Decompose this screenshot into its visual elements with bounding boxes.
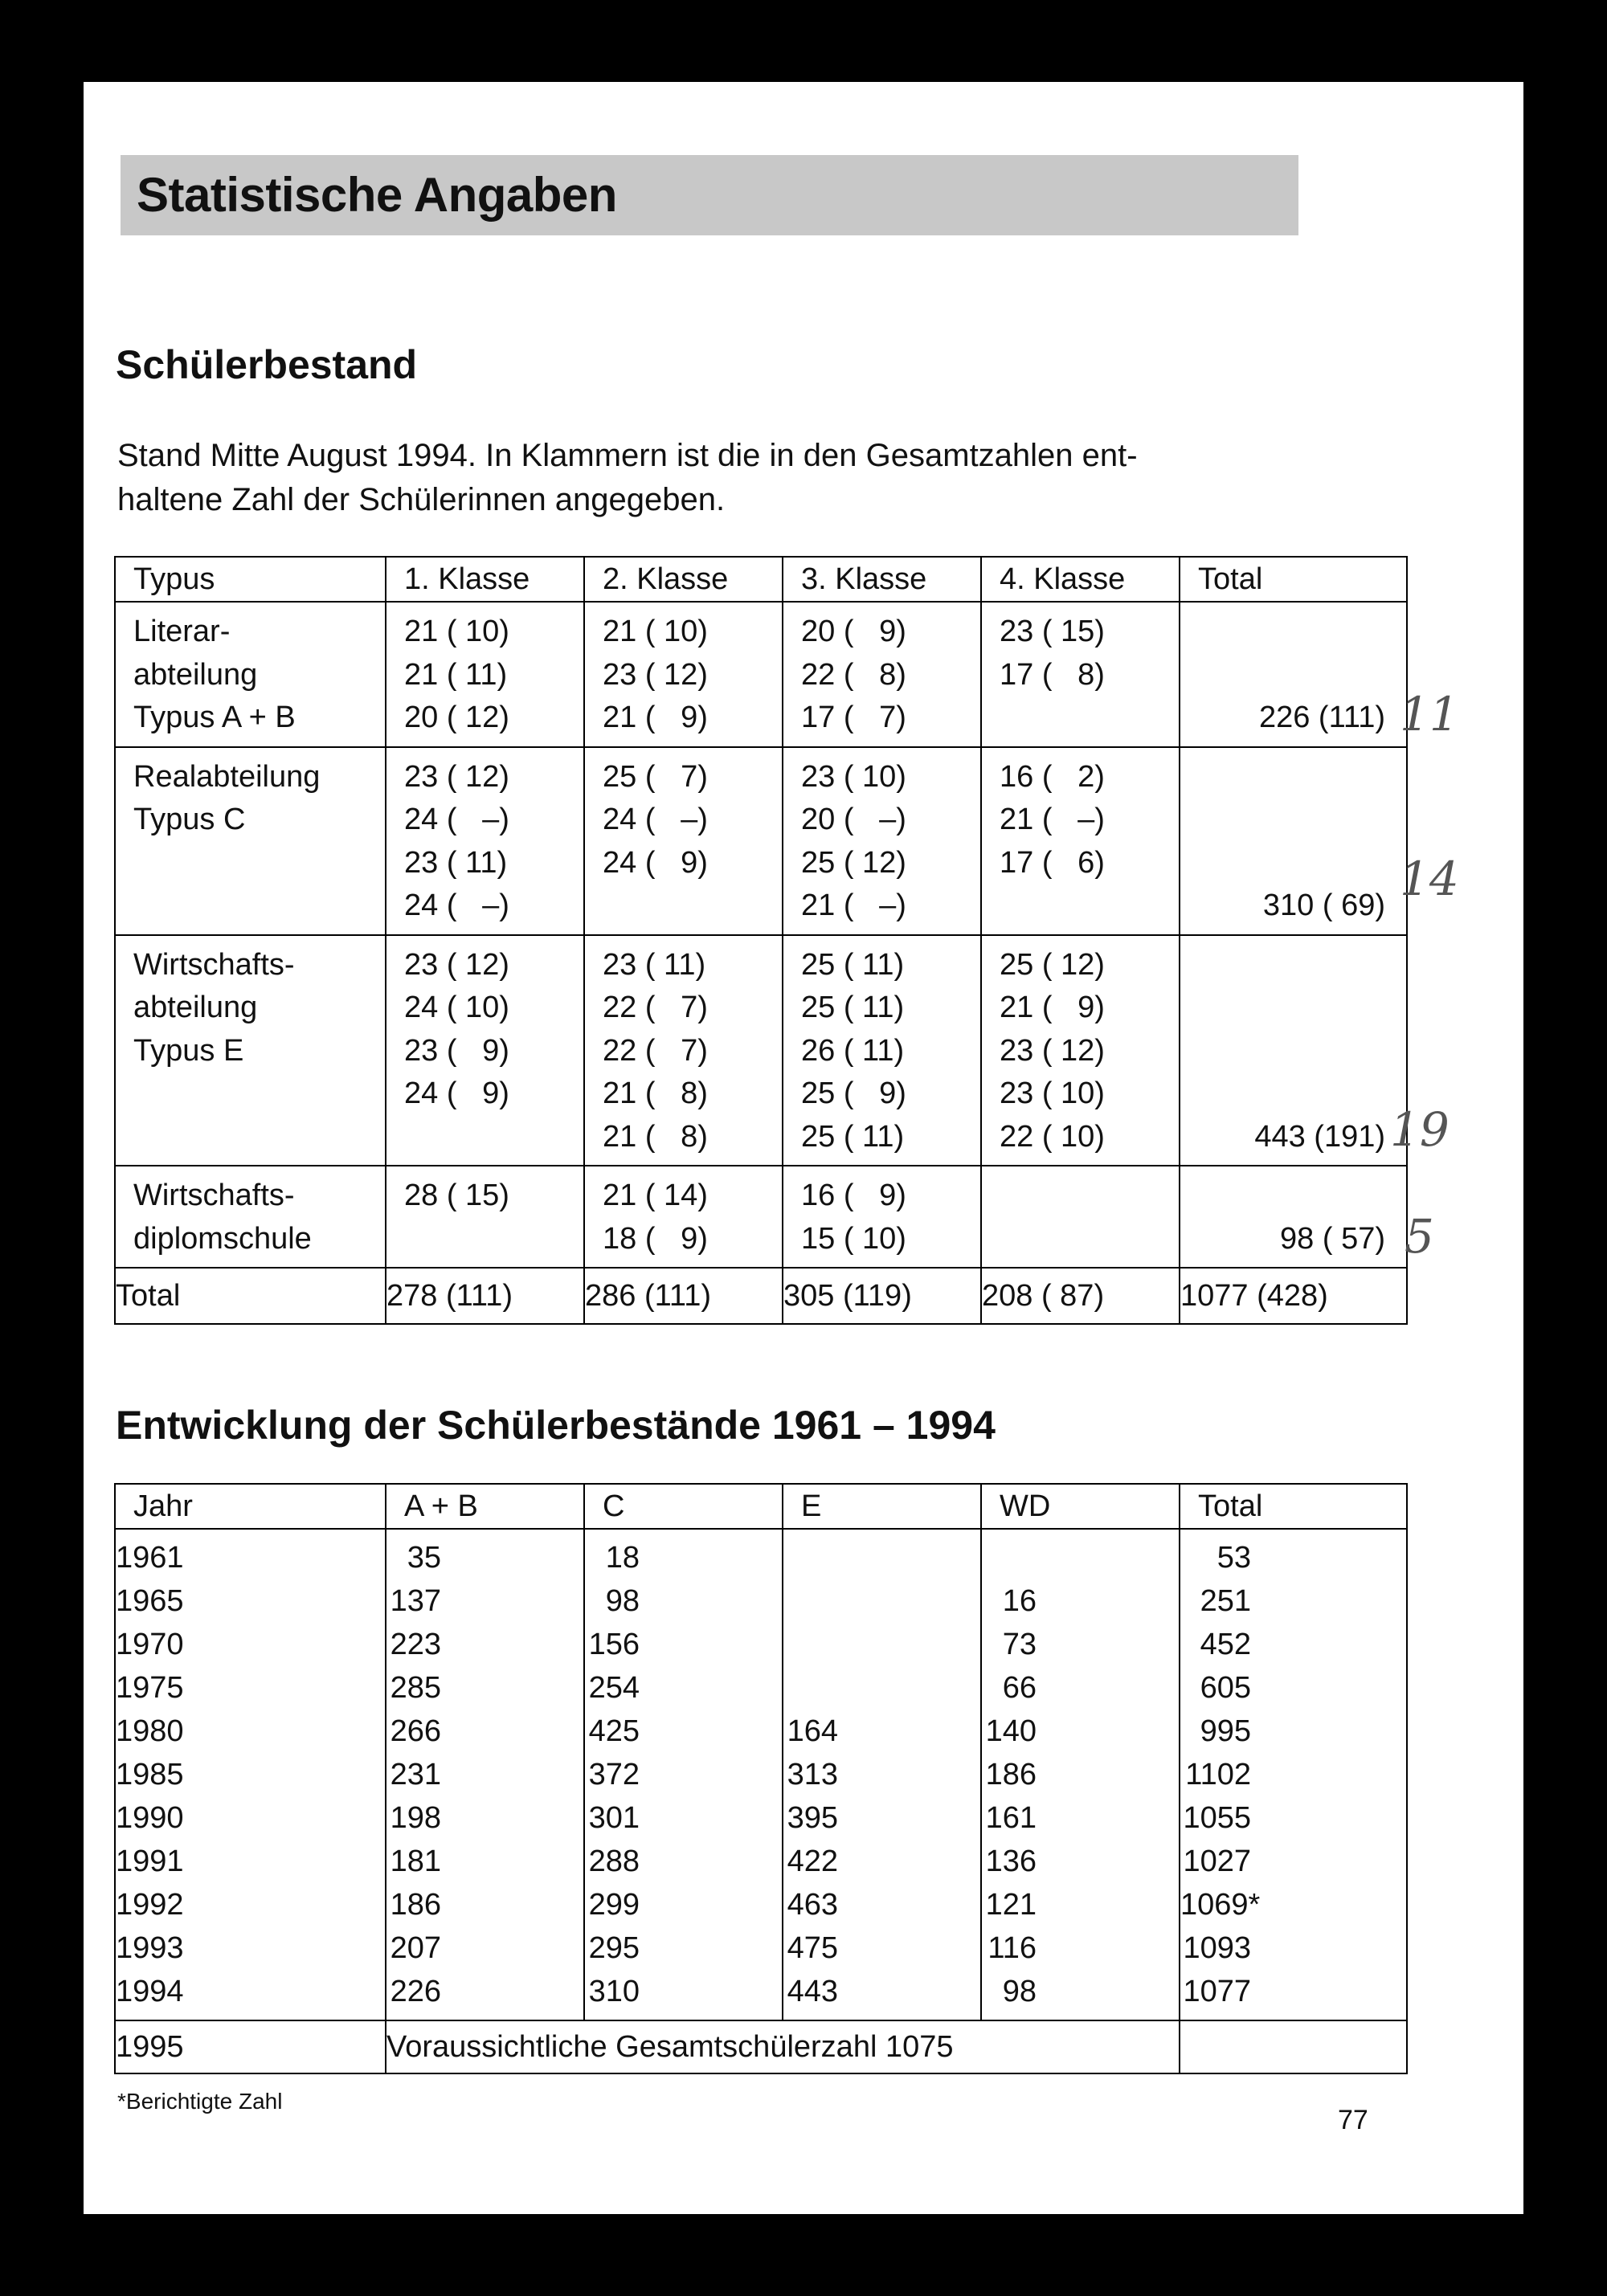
value-line: 21 ( –) — [1000, 803, 1105, 836]
spacer — [1198, 654, 1390, 697]
typus-line: abteilung — [133, 991, 258, 1024]
handwritten-note: 14 — [1400, 852, 1459, 906]
c-value: 301 — [588, 1801, 640, 1835]
wd-value: 121 — [985, 1888, 1037, 1922]
header-cell: E — [783, 1484, 981, 1529]
value-line: 25 ( 12) — [1000, 947, 1105, 982]
total-label: Total — [115, 1268, 386, 1324]
klasse-cell — [981, 602, 1180, 747]
total-cell: 1077 (428) — [1180, 1268, 1407, 1324]
wd-value: 136 — [985, 1845, 1037, 1878]
ab-value: 226 — [390, 1975, 441, 2008]
e-value: 422 — [787, 1845, 838, 1878]
klasse-cell — [584, 747, 783, 935]
typus-line: diplomschule — [133, 1221, 312, 1256]
wd-value: 116 — [988, 1931, 1037, 1965]
e-value — [783, 1666, 838, 1710]
value-line: 16 ( 9) — [801, 1179, 906, 1212]
spacer — [1198, 756, 1390, 799]
wd-value: 186 — [985, 1758, 1037, 1791]
c-column — [584, 1529, 783, 2020]
value-line: 23 ( 10) — [1000, 1077, 1105, 1110]
forecast-row — [115, 2020, 1407, 2073]
typus-cell — [115, 935, 386, 1166]
header-cell: Total — [1180, 1484, 1407, 1529]
total-value: 1027 — [1183, 1845, 1251, 1878]
page-title: Statistische Angaben — [137, 168, 617, 222]
klasse-cell — [584, 935, 783, 1166]
group-total-cell — [1180, 935, 1407, 1166]
ab-value: 223 — [390, 1628, 441, 1661]
total-cell: 278 (111) — [386, 1268, 584, 1324]
total-value: 995 — [1200, 1714, 1251, 1748]
section-heading-entwicklung: Entwicklung der Schülerbestände 1961 – 1994 — [116, 1403, 996, 1448]
wd-value: 98 — [1002, 1975, 1037, 2008]
group-row — [115, 935, 1407, 1166]
spacer — [1198, 842, 1390, 885]
value-line: 21 ( 8) — [603, 1119, 708, 1154]
jahr-value: 1994 — [116, 1975, 184, 2008]
value-line: 24 ( 10) — [404, 991, 509, 1024]
value-line: 25 ( 11) — [801, 991, 905, 1024]
table-header-row — [115, 1484, 1407, 1529]
header-cell: C — [584, 1484, 783, 1529]
total-value: 1093 — [1183, 1931, 1251, 1965]
wd-value: 161 — [985, 1801, 1037, 1835]
e-column — [783, 1529, 981, 2020]
spacer — [1198, 611, 1390, 654]
jahr-value: 1985 — [116, 1758, 184, 1791]
value-line: 25 ( 11) — [801, 1119, 905, 1154]
ab-value: 266 — [390, 1714, 441, 1748]
value-line: 17 ( 8) — [1000, 657, 1105, 692]
total-cell: 286 (111) — [584, 1268, 783, 1324]
value-line: 25 ( 7) — [603, 759, 708, 794]
header-cell: 4. Klasse — [981, 557, 1180, 602]
e-value: 395 — [787, 1801, 838, 1835]
spacer — [1198, 1030, 1390, 1073]
wd-column — [981, 1529, 1180, 2020]
value-line: 20 ( 12) — [404, 701, 509, 734]
c-value: 295 — [588, 1931, 640, 1965]
value-line: 23 ( 10) — [801, 759, 906, 794]
klasse-cell — [386, 935, 584, 1166]
jahr-value: 1961 — [116, 1541, 184, 1575]
wd-value: 66 — [1002, 1671, 1037, 1705]
group-total: 443 (191) — [1254, 1119, 1385, 1154]
group-row — [115, 602, 1407, 747]
intro-paragraph — [117, 434, 1323, 522]
header-cell: Jahr — [115, 1484, 386, 1529]
e-value — [783, 1536, 838, 1579]
jahr-value: 1980 — [116, 1714, 184, 1748]
typus-line: Typus A + B — [133, 701, 296, 734]
handwritten-note: 5 — [1405, 1209, 1434, 1264]
value-line: 21 ( –) — [801, 889, 906, 922]
jahr-value: 1990 — [116, 1801, 184, 1835]
jahr-value: 1992 — [116, 1888, 184, 1922]
typus-line: Literar- — [133, 615, 231, 648]
klasse-cell — [981, 1166, 1180, 1268]
value-line: 20 ( 9) — [801, 615, 906, 648]
typus-cell — [115, 747, 386, 935]
value-line: 17 ( 6) — [1000, 845, 1105, 880]
e-value: 443 — [787, 1975, 838, 2008]
e-value: 463 — [787, 1888, 838, 1922]
group-total-cell — [1180, 602, 1407, 747]
value-line: 23 ( 12) — [404, 947, 509, 982]
value-line: 24 ( –) — [603, 803, 708, 836]
e-value — [783, 1579, 838, 1623]
klasse-cell — [386, 1166, 584, 1268]
schuelerbestand-table — [114, 556, 1408, 1325]
value-line: 23 ( 12) — [404, 759, 509, 794]
value-line: 24 ( –) — [404, 803, 509, 836]
wd-value: 140 — [985, 1714, 1037, 1748]
c-value: 156 — [588, 1628, 640, 1661]
ab-value: 137 — [390, 1584, 441, 1618]
header-cell: WD — [981, 1484, 1180, 1529]
ab-value: 35 — [407, 1541, 441, 1575]
header-cell: Total — [1180, 557, 1407, 602]
ab-value: 231 — [390, 1758, 441, 1791]
klasse-cell — [981, 747, 1180, 935]
klasse-cell — [386, 602, 584, 747]
klasse-cell — [584, 1166, 783, 1268]
value-line: 23 ( 15) — [1000, 615, 1105, 648]
value-line: 25 ( 12) — [801, 845, 906, 880]
c-value: 98 — [605, 1584, 640, 1618]
total-value: 605 — [1200, 1671, 1251, 1705]
jahr-column — [115, 1529, 386, 2020]
total-value: 452 — [1200, 1628, 1251, 1661]
group-total-cell — [1180, 747, 1407, 935]
value-line: 23 ( 12) — [603, 657, 708, 692]
e-value: 313 — [787, 1758, 838, 1791]
c-value: 288 — [588, 1845, 640, 1878]
spacer — [1198, 799, 1390, 842]
group-row — [115, 1166, 1407, 1268]
group-total-cell — [1180, 1166, 1407, 1268]
total-cell: 208 ( 87) — [981, 1268, 1180, 1324]
entwicklung-table — [114, 1483, 1408, 2074]
value-line: 24 ( –) — [404, 889, 509, 922]
spacer — [1198, 987, 1390, 1030]
value-line: 22 ( 10) — [1000, 1119, 1105, 1154]
e-value: 164 — [787, 1714, 838, 1748]
total-value: 53 — [1216, 1541, 1251, 1575]
klasse-cell — [981, 935, 1180, 1166]
typus-line: Typus E — [133, 1033, 244, 1068]
wd-value — [982, 1536, 1037, 1579]
typus-line: Realabteilung — [133, 759, 321, 794]
value-line: 28 ( 15) — [404, 1179, 509, 1212]
header-cell: 1. Klasse — [386, 557, 584, 602]
section-heading-schuelerbestand: Schülerbestand — [116, 342, 418, 387]
spacer — [1198, 944, 1390, 987]
value-line: 23 ( 9) — [404, 1033, 509, 1068]
value-line: 25 ( 11) — [801, 947, 905, 982]
e-value: 475 — [787, 1931, 838, 1965]
klasse-cell — [386, 747, 584, 935]
value-line: 21 ( 9) — [1000, 991, 1105, 1024]
c-value: 18 — [605, 1541, 640, 1575]
klasse-cell — [783, 1166, 981, 1268]
value-line: 22 ( 8) — [801, 657, 906, 692]
wd-value: 73 — [1002, 1628, 1037, 1661]
wd-value: 16 — [1002, 1584, 1037, 1618]
value-line: 24 ( 9) — [603, 845, 708, 880]
data-block — [115, 1529, 1407, 2020]
ab-column — [386, 1529, 584, 2020]
value-line: 21 ( 14) — [603, 1179, 708, 1212]
c-value: 254 — [588, 1671, 640, 1705]
e-value — [783, 1623, 838, 1666]
ab-value: 198 — [390, 1801, 441, 1835]
value-line: 21 ( 9) — [603, 701, 708, 734]
typus-cell — [115, 602, 386, 747]
total-column — [1180, 1529, 1407, 2020]
value-line: 23 ( 11) — [603, 947, 706, 982]
typus-line: Typus C — [133, 803, 246, 836]
header-cell: A + B — [386, 1484, 584, 1529]
ab-value: 207 — [390, 1931, 441, 1965]
klasse-cell — [584, 602, 783, 747]
value-line: 24 ( 9) — [404, 1077, 509, 1110]
value-line: 17 ( 7) — [801, 701, 906, 734]
value-line: 21 ( 8) — [603, 1077, 708, 1110]
jahr-value: 1965 — [116, 1584, 184, 1618]
value-line: 25 ( 9) — [801, 1077, 906, 1110]
forecast-year: 1995 — [115, 2020, 386, 2073]
group-row — [115, 747, 1407, 935]
c-value: 425 — [588, 1714, 640, 1748]
jahr-value: 1970 — [116, 1628, 184, 1661]
header-cell: Typus — [115, 557, 386, 602]
page-number: 77 — [1338, 2105, 1368, 2135]
spacer — [1198, 1072, 1390, 1116]
value-line: 23 ( 12) — [1000, 1033, 1105, 1068]
title-banner — [121, 155, 1298, 235]
jahr-value: 1993 — [116, 1931, 184, 1965]
handwritten-note: 19 — [1390, 1102, 1450, 1157]
typus-line: abteilung — [133, 657, 258, 692]
total-value: 1077 — [1183, 1975, 1251, 2008]
jahr-value: 1975 — [116, 1671, 184, 1705]
c-value: 299 — [588, 1888, 640, 1922]
total-value: 1102 — [1185, 1758, 1251, 1791]
footnote: *Berichtigte Zahl — [117, 2089, 283, 2114]
total-cell: 305 (119) — [783, 1268, 981, 1324]
spacer — [1198, 1175, 1390, 1218]
forecast-total-empty — [1180, 2020, 1407, 2073]
value-line: 23 ( 11) — [404, 845, 508, 880]
klasse-cell — [783, 602, 981, 747]
total-value: 1055 — [1183, 1801, 1251, 1835]
typus-line: Wirtschafts- — [133, 947, 295, 982]
value-line: 18 ( 9) — [603, 1221, 708, 1256]
value-line: 21 ( 11) — [404, 657, 508, 692]
klasse-cell — [783, 747, 981, 935]
header-cell: 2. Klasse — [584, 557, 783, 602]
value-line: 21 ( 10) — [603, 615, 708, 648]
header-cell: 3. Klasse — [783, 557, 981, 602]
typus-cell — [115, 1166, 386, 1268]
value-line: 16 ( 2) — [1000, 759, 1105, 794]
klasse-cell — [783, 935, 981, 1166]
value-line: 22 ( 7) — [603, 1033, 708, 1068]
group-total: 310 ( 69) — [1262, 889, 1385, 922]
total-row — [115, 1268, 1407, 1324]
value-line: 20 ( –) — [801, 803, 906, 836]
handwritten-note: 11 — [1400, 687, 1459, 742]
jahr-value: 1991 — [116, 1845, 184, 1878]
value-line: 22 ( 7) — [603, 991, 708, 1024]
group-total: 98 ( 57) — [1280, 1221, 1385, 1256]
ab-value: 186 — [390, 1888, 441, 1922]
intro-line-2: haltene Zahl der Schülerinnen angegeben. — [117, 482, 726, 517]
intro-line-1: Stand Mitte August 1994. In Klammern ist die in den Gesamtzahlen ent- — [117, 438, 1138, 473]
value-line: 15 ( 10) — [801, 1221, 906, 1256]
forecast-text: Voraussichtliche Gesamtschülerzahl 1075 — [386, 2020, 1180, 2073]
total-value: 1069* — [1180, 1888, 1261, 1922]
typus-line: Wirtschafts- — [133, 1179, 295, 1212]
ab-value: 285 — [390, 1671, 441, 1705]
value-line: 26 ( 11) — [801, 1033, 905, 1068]
total-value: 251 — [1200, 1584, 1251, 1618]
c-value: 310 — [588, 1975, 640, 2008]
ab-value: 181 — [390, 1845, 441, 1878]
value-line: 21 ( 10) — [404, 615, 509, 648]
c-value: 372 — [588, 1758, 640, 1791]
group-total: 226 (111) — [1258, 701, 1385, 734]
table-header-row — [115, 557, 1407, 602]
